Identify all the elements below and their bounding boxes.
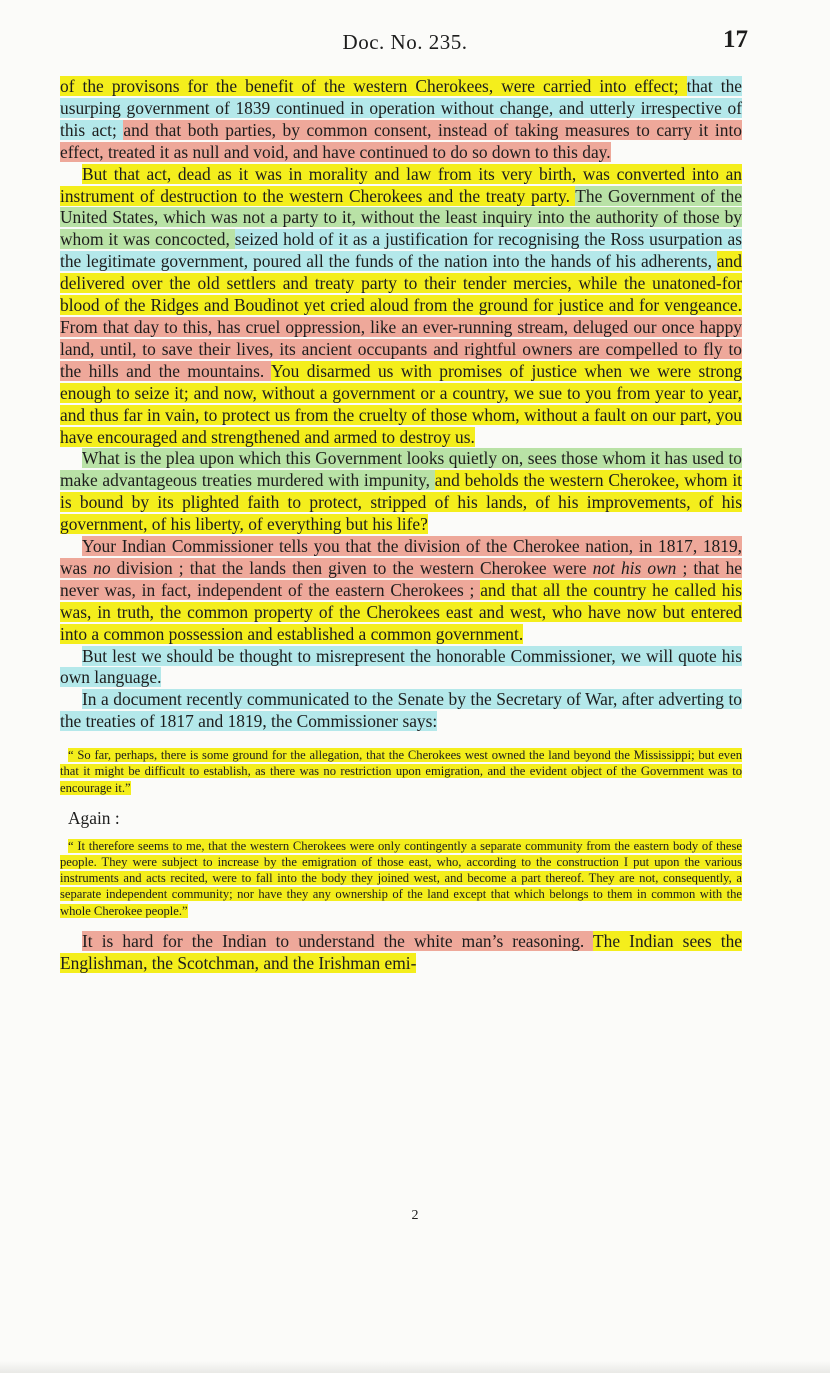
paragraph <box>60 646 742 690</box>
paragraph <box>60 76 742 164</box>
highlighted-text: and that all the country he called his was, in truth, the common property of the Cherokees east and west, who have now but entered into a common possession and established a common government. <box>60 579 742 644</box>
highlighted-text: But lest we should be thought to misrepresent the honorable Commissioner, we will quote his own language. <box>60 645 742 688</box>
highlighted-text: In a document recently communicated to the Senate by the Secretary of War, after adverting to the treaties of 1817 and 1819, the Commissioner says: <box>60 689 742 732</box>
highlighted-text: The Government of the United States, which was not a party to it, without the least inquiry into the authority of those by whom it was concocted, <box>60 185 742 250</box>
again-label: Again : <box>68 807 120 828</box>
highlighted-text: and delivered over the old settlers and treaty party to their tender mercies, while the unatoned-for blood of the Ridges and Boudinot yet cried aloud from the ground for justice and for vengeance. <box>60 251 742 316</box>
highlighted-text: “ It therefore seems to me, that the western Cherokees were only contingently a separate community from the eastern body of these people. They were subject to increase by the emigration of those east, who, according to the construction I put upon the various instruments and acts recited, were to fall into the body they joined west, and become a part thereof. They are not, consequently, a separate independent community; nor have they any ownership of the land except that which belongs to them in common with the whole Cherokee people.” <box>60 838 742 918</box>
highlighted-text: division ; that the lands then given to the western Cherokee were <box>110 557 593 578</box>
highlighted-text: “ So far, perhaps, there is some ground for the allegation, that the Cherokees west owned the land beyond the Mississippi; but even that it might be difficult to establish, as there was no restriction upon emigration, and the evident object of the Government was to encourage it.” <box>60 748 742 795</box>
page-number: 17 <box>723 26 748 53</box>
highlighted-text: ; that he never was, in fact, independent of the eastern Cherokees ; <box>60 557 743 600</box>
document-body <box>60 76 742 975</box>
paragraph <box>60 536 742 646</box>
highlighted-text: that the usurping government of 1839 continued in operation without change, and utterly irrespective of this act; <box>60 76 742 140</box>
document-title: Doc. No. 235. <box>342 30 468 54</box>
highlighted-text: and beholds the western Cherokee, whom it is bound by its plighted faith to protect, stripped of his lands, of his improvements, of his government, of his liberty, of everything but his life? <box>60 470 742 535</box>
highlighted-text: You disarmed us with promises of justice when we were strong enough to seize it; and now, without a government or a country, we sue to you from year to year, and thus far in vain, to protect us from the cruelty of those whom, without a fault on our part, you have encouraged and strengthened and armed to destroy us. <box>60 360 742 447</box>
highlighted-text: seized hold of it as a justification for recognising the Ross usurpation as the legitimate government, poured all the funds of the nation into the hands of his adherents, <box>60 229 742 272</box>
signature-mark: 2 <box>411 1208 419 1223</box>
block-quote <box>60 747 742 796</box>
paragraph <box>60 448 742 536</box>
highlighted-text: It is hard for the Indian to understand the white man’s reasoning. <box>82 930 594 951</box>
paragraph <box>60 164 742 449</box>
paragraph <box>60 689 742 733</box>
page-header <box>60 26 750 62</box>
block-quote <box>60 838 742 919</box>
page-edge-shadow <box>0 1361 830 1373</box>
highlighted-text: not his own <box>592 557 677 578</box>
highlighted-text: What is the plea upon which this Government looks quietly on, sees those whom it has used to make advantageous treaties murdered with impunity, <box>60 448 742 491</box>
paragraph <box>60 931 742 975</box>
highlighted-text: But that act, dead as it was in morality and law from its very birth, was converted into an instrument of destruction to the western Cherokees and the treaty party. <box>60 163 742 206</box>
highlighted-text: Your Indian Commissioner tells you that the division of the Cherokee nation, in 1817, 1819, was <box>60 536 742 578</box>
highlighted-text: and that both parties, by common consent, instead of taking measures to carry it into effect, treated it as null and void, and have continued to do so down to this day. <box>60 119 742 162</box>
highlighted-text: of the provisons for the benefit of the western Cherokees, were carried into effect; <box>60 76 687 96</box>
highlighted-text: no <box>93 557 111 578</box>
highlighted-text: The Indian sees the Englishman, the Scotchman, and the Irishman emi- <box>60 930 742 973</box>
highlighted-text: From that day to this, has cruel oppression, like an ever-running stream, deluged our once happy land, until, to save their lives, its ancient occupants and rightful owners are compelled to fly to the hills and the mountains. <box>60 316 742 381</box>
